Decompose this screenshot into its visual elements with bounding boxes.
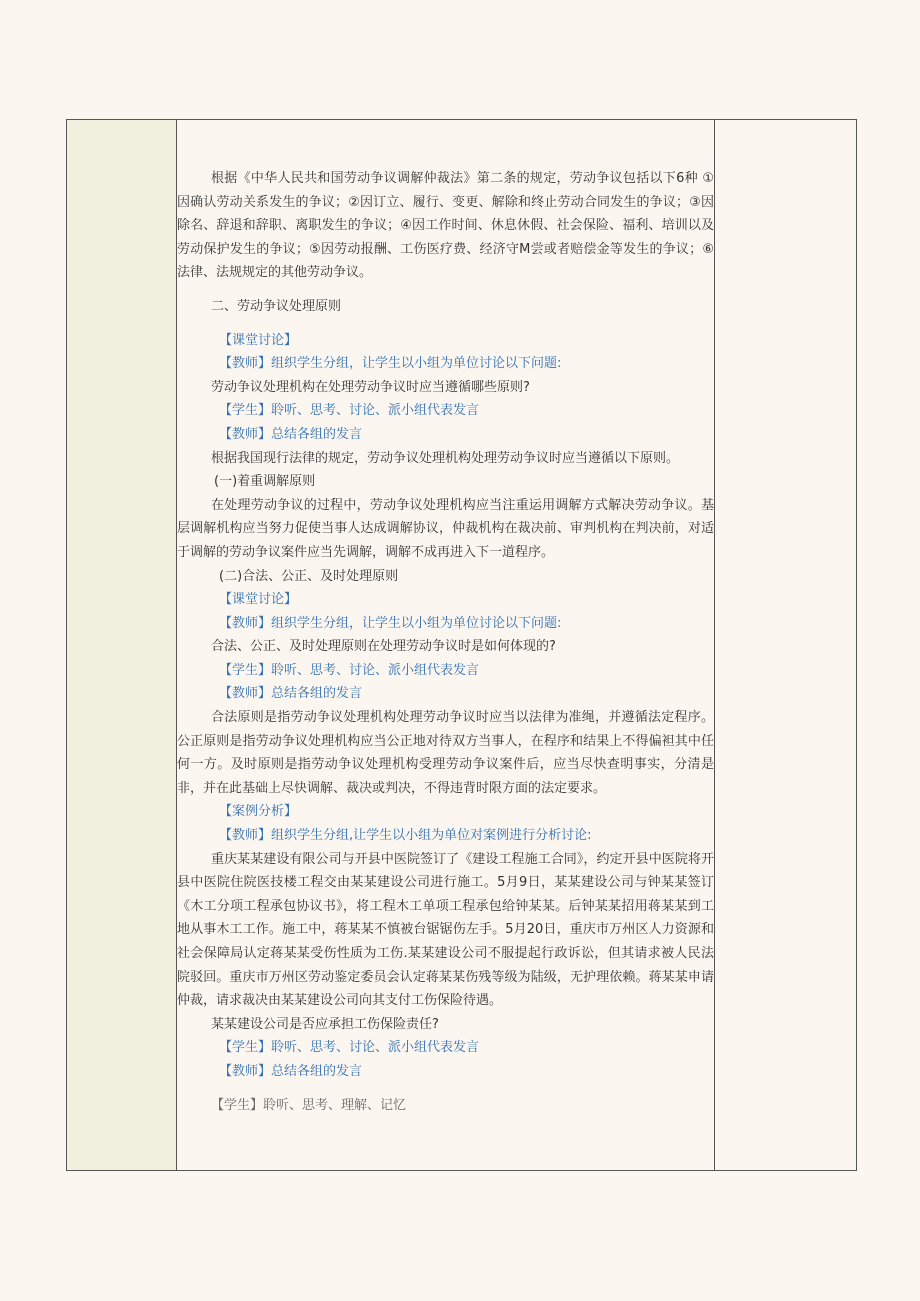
discussion-label: 【课堂讨论】 [219, 332, 298, 348]
mediation-paragraph: 在处理劳动争议的过程中，劳动争议处理机构应当注重运用调解方式解决劳动争议。基层调解机构应当努力促使当事人达成调解协议，仲裁机构在裁决前、审判机构在判决前，对适于调解的劳动争议案件应当先调解，调解不成再进入下一道程序。 [177, 497, 714, 560]
student-final-activity: 【学生】聆听、思考、理解、记忆 [211, 1097, 407, 1113]
lesson-table [66, 119, 857, 1171]
student-activity: 【学生】聆听、思考、讨论、派小组代表发言 [219, 662, 480, 678]
lesson-content [177, 167, 714, 1117]
main-column [177, 120, 715, 1170]
intro-paragraph: 根据《中华人民共和国劳动争议调解仲裁法》第二条的规定，劳动争议包括以下6种 ①因确认劳动关系发生的争议；②因订立、履行、变更、解除和终止劳动合同发生的争议；③因除名、辞退和辞职、离职发生的争议；④因工作时间、休息休假、社会保险、福利、培训以及劳动保护发生的争议；⑤因劳动报酬、工伤医疗费、经济守M尝或者赔偿金等发生的争议；⑥法律、法规规定的其他劳动争议。 [177, 171, 714, 281]
left-column [67, 120, 177, 1170]
teacher-instruction: 【教师】组织学生分组,让学生以小组为单位对案例进行分析讨论: [219, 828, 592, 844]
teacher-summary: 【教师】总结各组的发言 [219, 426, 363, 442]
section-heading: 二、劳动争议处理原则 [211, 298, 342, 314]
case-label: 【案例分析】 [219, 804, 298, 820]
teacher-instruction: 【教师】组织学生分组，让学生以小组为单位讨论以下问题: [219, 615, 562, 631]
teacher-instruction: 【教师】组织学生分组，让学生以小组为单位讨论以下问题: [219, 356, 562, 372]
case-question: 某某建设公司是否应承担工伤保险责任? [211, 1016, 439, 1032]
discussion-question: 合法、公正、及时处理原则在处理劳动争议时是如何体现的? [211, 639, 556, 655]
principles-intro: 根据我国现行法律的规定，劳动争议处理机构处理劳动争议时应当遵循以下原则。 [211, 450, 680, 466]
student-activity: 【学生】聆听、思考、讨论、派小组代表发言 [219, 1040, 480, 1056]
teacher-summary: 【教师】总结各组的发言 [219, 1063, 363, 1079]
subheading-legal: (二)合法、公正、及时处理原则 [219, 568, 399, 584]
student-activity: 【学生】聆听、思考、讨论、派小组代表发言 [219, 403, 480, 419]
case-paragraph: 重庆某某建设有限公司与开县中医院签订了《建设工程施工合同》，约定开县中医院将开县中医院住院医技楼工程交由某某建设公司进行施工。5月9日，某某建设公司与钟某某签订《木工分项工程承包协议书》，将工程木工单项工程承包给钟某某。后钟某某招用蒋某某到工地从事木工工作。施工中，蒋某某不慎被台锯锯伤左手。5月20日，重庆市万州区人力资源和社会保障局认定蒋某某受伤性质为工伤.某某建设公司不服提起行政诉讼，但其请求被人民法院驳回。重庆市万州区劳动鉴定委员会认定蒋某某伤残等级为陆级，无护理依赖。蒋某某申请仲裁，请求裁决由某某建设公司向其支付工伤保险待遇。 [177, 851, 714, 1009]
teacher-summary: 【教师】总结各组的发言 [219, 686, 363, 702]
right-column [715, 120, 856, 1170]
discussion-label: 【课堂讨论】 [219, 592, 298, 608]
discussion-question: 劳动争议处理机构在处理劳动争议时应当遵循哪些原则? [211, 379, 530, 395]
subheading-mediation: (一)着重调解原则 [214, 474, 316, 490]
principles-paragraph: 合法原则是指劳动争议处理机构处理劳动争议时应当以法律为准绳，并遵循法定程序。公正原则是指劳动争议处理机构应当公正地对待双方当事人，在程序和结果上不得偏袒其中任何一方。及时原则是指劳动争议处理机构受理劳动争议案件后，应当尽快查明事实，分清是非，并在此基础上尽快调解、裁决或判决，不得违背时限方面的法定要求。 [177, 710, 714, 796]
